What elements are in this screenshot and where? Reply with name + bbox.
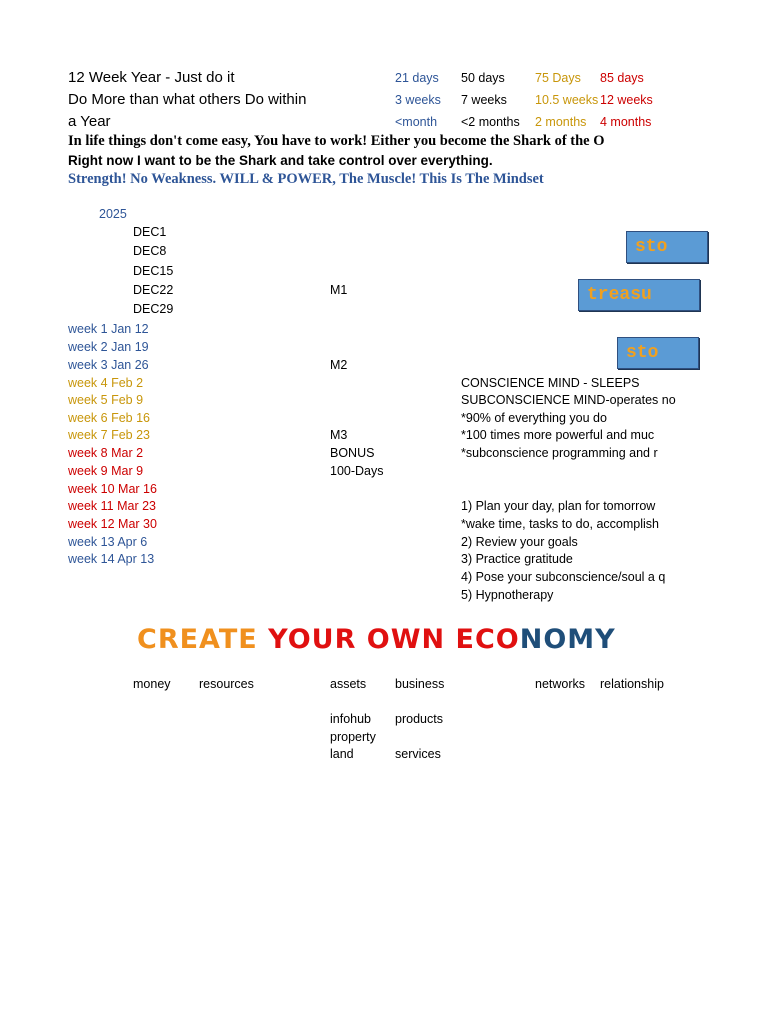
mind-note: *90% of everything you do <box>461 411 607 425</box>
week-row: week 13 Apr 6 <box>68 535 148 549</box>
dec-1: DEC1 <box>133 225 167 239</box>
resource-networks: networks <box>535 677 586 691</box>
header-line-3: a Year <box>68 113 111 130</box>
header-line-2: Do More than what others Do within <box>68 91 307 108</box>
step-item: 4) Pose your subconscience/soul a q <box>461 570 666 584</box>
milestone-m3: M3 <box>330 428 348 442</box>
step-item: *wake time, tasks to do, accomplish <box>461 517 659 531</box>
economy-part-nomy: NOMY <box>519 624 616 655</box>
grid-r1-c2: 50 days <box>461 71 505 85</box>
resource-services: services <box>395 747 441 761</box>
week-row: week 1 Jan 12 <box>68 322 149 336</box>
milestone-100-days: 100-Days <box>330 464 384 478</box>
step-item: 1) Plan your day, plan for tomorrow <box>461 499 656 513</box>
dec-22: DEC22 <box>133 283 174 297</box>
mind-note: SUBCONSCIENCE MIND-operates no <box>461 393 676 407</box>
mind-note: *100 times more powerful and muc <box>461 428 655 442</box>
resource-land: land <box>330 747 354 761</box>
week-row: week 9 Mar 9 <box>68 464 144 478</box>
grid-r3-c1: <month <box>395 115 438 129</box>
quote-shark-ocean: In life things don't come easy, You have to work! Either you become the Shark of the O <box>68 133 605 149</box>
resource-products: products <box>395 712 443 726</box>
mind-note: *subconscience programming and r <box>461 446 658 460</box>
week-row: week 10 Mar 16 <box>68 482 157 496</box>
resource-assets: assets <box>330 677 367 691</box>
resource-business: business <box>395 677 445 691</box>
grid-r1-c3: 75 Days <box>535 71 581 85</box>
week-row: week 7 Feb 23 <box>68 428 150 442</box>
header-line-1: 12 Week Year - Just do it <box>68 69 235 86</box>
resource-money: money <box>133 677 171 691</box>
grid-r3-c3: 2 months <box>535 115 587 129</box>
week-row: week 12 Mar 30 <box>68 517 157 531</box>
grid-r3-c2: <2 months <box>461 115 520 129</box>
quote-mindset: Strength! No Weakness. WILL & POWER, The Muscle! This Is The Mindset <box>68 171 544 187</box>
milestone-m2: M2 <box>330 358 348 372</box>
economy-heading <box>137 624 616 656</box>
shape-box-label: sto <box>635 237 668 257</box>
grid-r2-c3: 10.5 weeks <box>535 93 599 107</box>
grid-r3-c4: 4 months <box>600 115 652 129</box>
dec-29: DEC29 <box>133 302 174 316</box>
year-label: 2025 <box>99 207 127 221</box>
resource-resources: resources <box>199 677 254 691</box>
economy-part-create: CREATE <box>137 624 269 655</box>
week-row: week 5 Feb 9 <box>68 393 144 407</box>
grid-r1-c1: 21 days <box>395 71 439 85</box>
week-row: week 6 Feb 16 <box>68 411 150 425</box>
grid-r2-c1: 3 weeks <box>395 93 441 107</box>
step-item: 5) Hypnotherapy <box>461 588 554 602</box>
quote-shark-control: Right now I want to be the Shark and take control over everything. <box>68 153 493 168</box>
grid-r1-c4: 85 days <box>600 71 644 85</box>
resource-relationships: relationship <box>600 677 664 691</box>
dec-8: DEC8 <box>133 244 167 258</box>
shape-box-stock-2[interactable] <box>617 337 699 369</box>
mind-note: CONSCIENCE MIND - SLEEPS <box>461 376 640 390</box>
step-item: 2) Review your goals <box>461 535 578 549</box>
shape-box-label: sto <box>626 343 659 363</box>
resource-property: property <box>330 730 376 744</box>
week-row: week 11 Mar 23 <box>68 499 157 513</box>
shape-box-label: treasu <box>587 285 652 305</box>
week-row: week 4 Feb 2 <box>68 376 144 390</box>
week-row: week 2 Jan 19 <box>68 340 149 354</box>
resource-infohub: infohub <box>330 712 372 726</box>
grid-r2-c4: 12 weeks <box>600 93 653 107</box>
economy-part-own: YOUR OWN ECO <box>268 624 520 655</box>
week-row: week 14 Apr 13 <box>68 552 155 566</box>
milestone-bonus: BONUS <box>330 446 375 460</box>
grid-r2-c2: 7 weeks <box>461 93 507 107</box>
milestone-m1: M1 <box>330 283 348 297</box>
week-row: week 3 Jan 26 <box>68 358 149 372</box>
step-item: 3) Practice gratitude <box>461 552 573 566</box>
dec-15: DEC15 <box>133 264 174 278</box>
shape-box-treasury[interactable] <box>578 279 700 311</box>
week-row: week 8 Mar 2 <box>68 446 144 460</box>
shape-box-stock[interactable] <box>626 231 708 263</box>
